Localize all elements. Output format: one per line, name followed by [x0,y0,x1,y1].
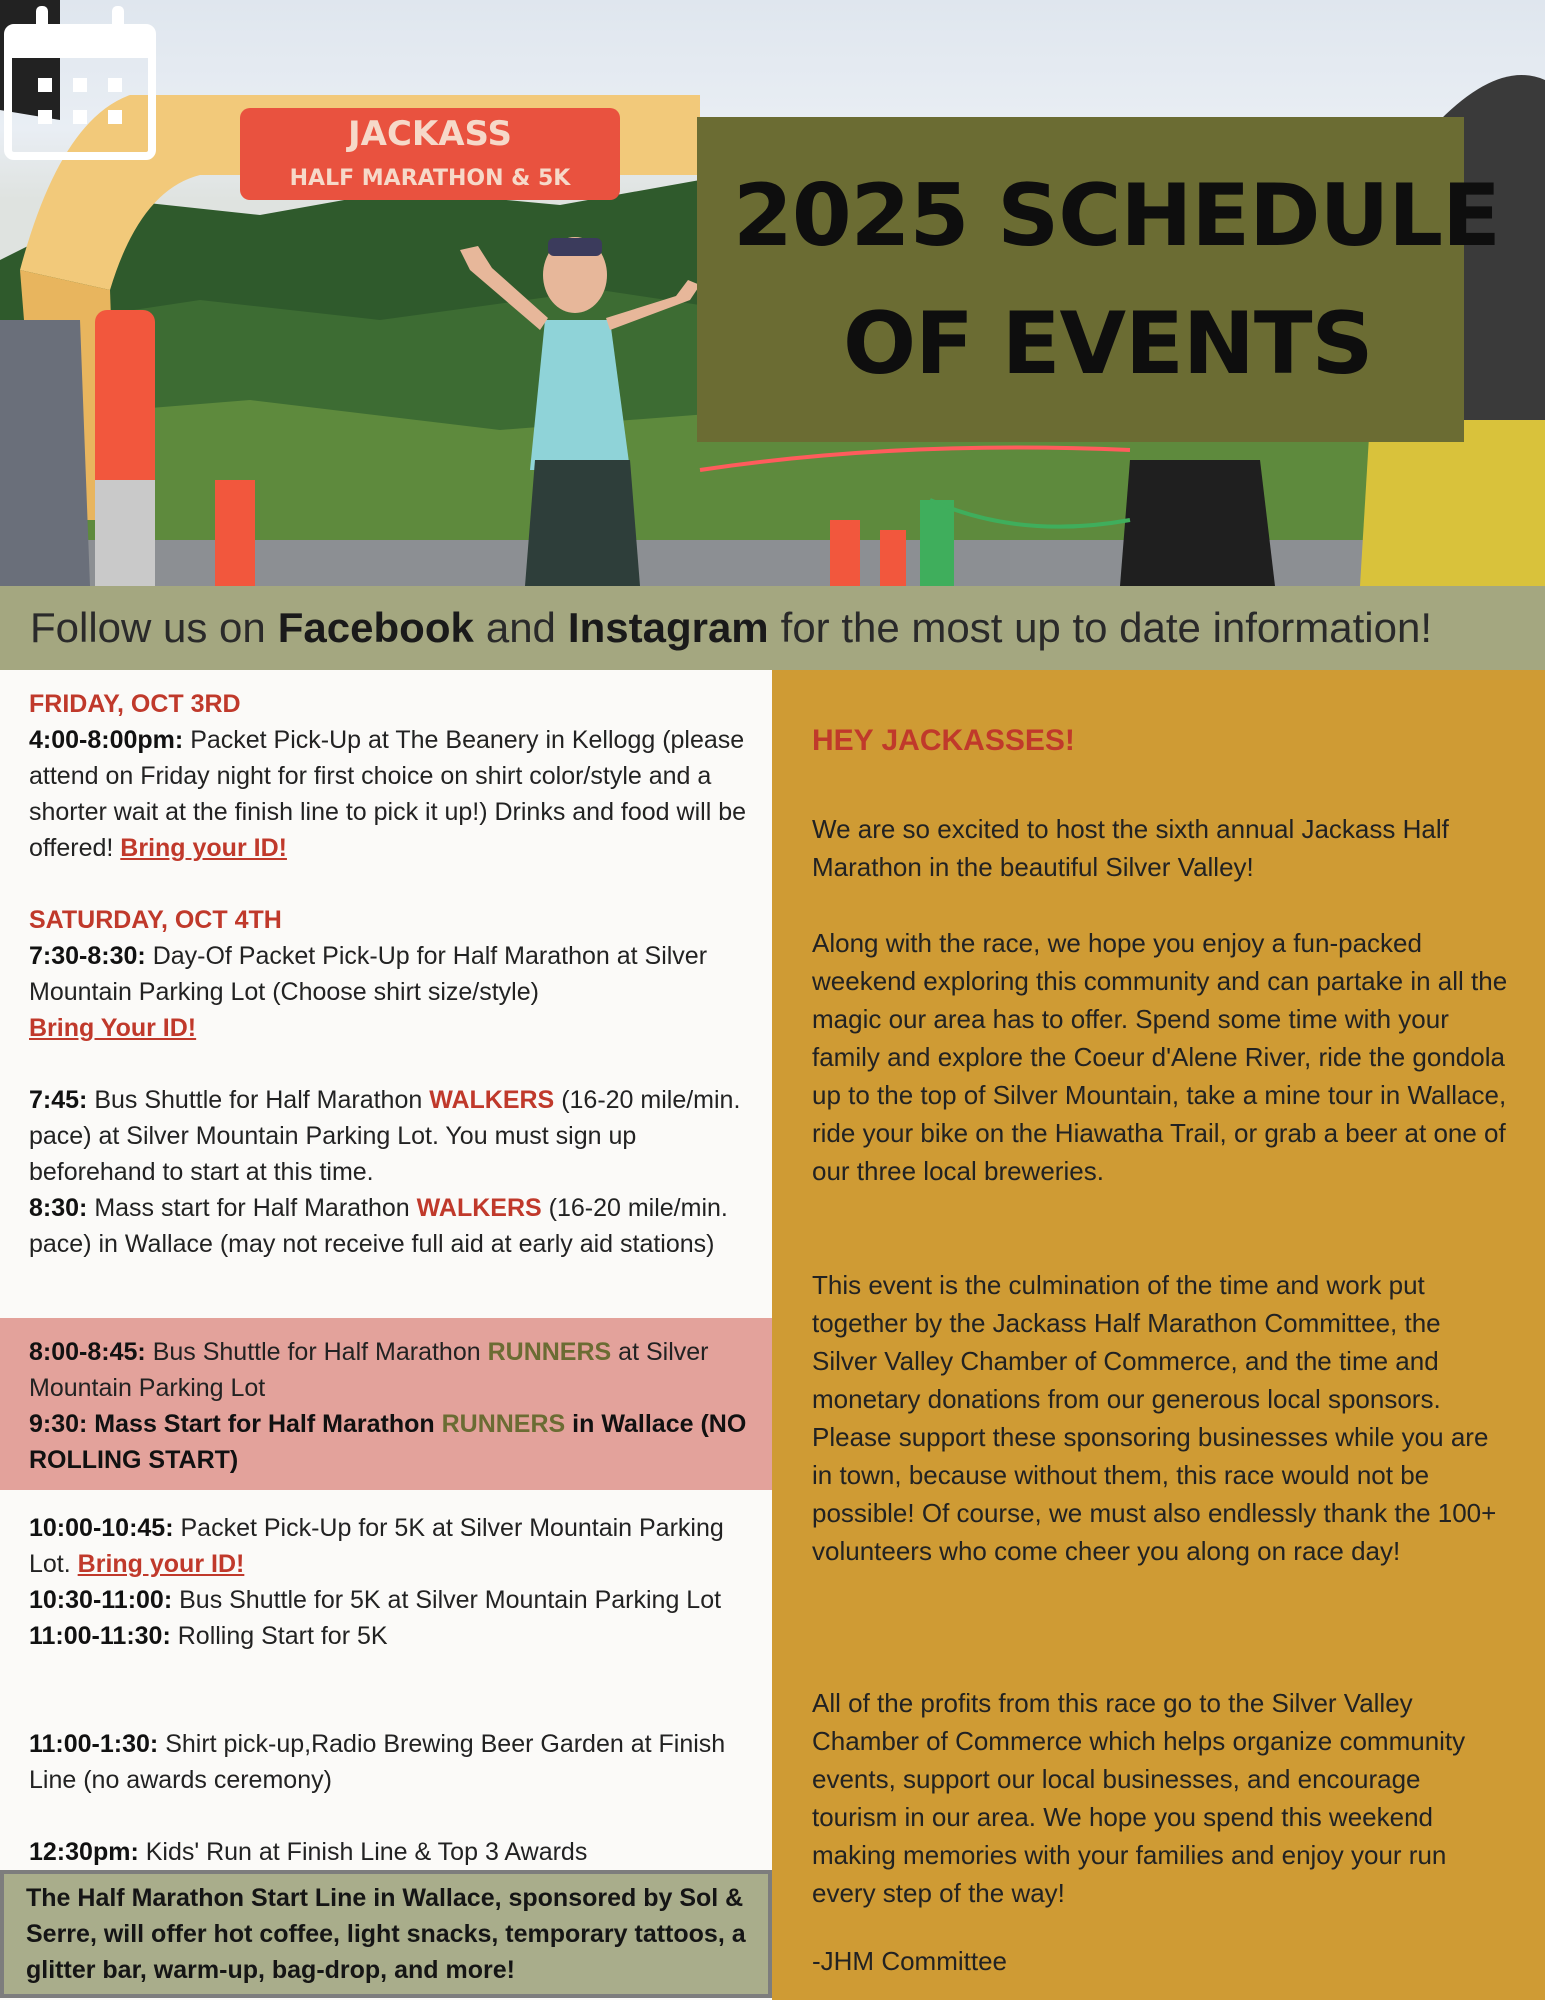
event-text: in Wallace (NO ROLLING START) [29,1410,747,1474]
event-time: 12:30pm: [29,1838,139,1866]
title-line-1: 2025 SCHEDULE [733,165,1500,266]
event-text: Mass start for Half Marathon [94,1194,410,1222]
friday-section [29,686,749,866]
letter-paragraph-1: We are so excited to host the sixth annual Jackass Half Marathon in the beautiful Silver Valley! [812,814,1449,882]
saturday-event-1 [29,938,749,1046]
event-text: Packet Pick-Up at The Beanery in Kellogg (please attend on Friday night for first choice on shirt color/style and a shorter wait at the finish line to pick it up!) Drinks and food will be offered! [29,726,747,862]
bring-id-link[interactable]: Bring your ID! [77,1550,245,1578]
event-time: 7:30-8:30: [29,942,146,970]
follow-text-2: and [485,604,556,651]
event-time: 10:00-10:45: [29,1514,174,1542]
bring-id-link[interactable]: Bring Your ID! [29,1014,197,1042]
friday-heading: FRIDAY, OCT 3RD [29,690,241,718]
walkers-label: WALKERS [416,1194,542,1222]
event-time: 8:30: [29,1194,88,1222]
letter-heading: HEY JACKASSES! [812,724,1075,757]
saturday-section [29,902,749,1046]
letter-signature: -JHM Committee [812,1946,1008,1976]
arch-title: JACKASS [347,114,513,154]
event-time: 8:00-8:45: [29,1338,146,1366]
event-text: Bus Shuttle for Half Marathon [94,1086,423,1114]
fivek-section [29,1510,749,1654]
letter-paragraph-3: This event is the culmination of the time and work put together by the Jackass Half Marathon Committee, the Silver Valley Chamber of Commerce, and the time and monetary donations from our generous local sponsors. Please support these sponsoring businesses while you are in town, because without them, this race would not be possible! Of course, we must also endlessly thank the 100+ volunteers who come cheer you along on race day! [812,1270,1497,1566]
event-text: Kids' Run at Finish Line & Top 3 Awards [145,1838,588,1866]
follow-text-1: Follow us on [30,604,266,651]
event-text: (16-20 mile/min. pace) in Wallace (may not receive full aid at early aid stations) [29,1194,728,1258]
follow-text-3: for the most up to date information! [780,604,1433,651]
saturday-event-10 [29,1834,749,1870]
event-text: (16-20 mile/min. pace) at Silver Mountain Parking Lot. You must sign up beforehand to start at this time. [29,1086,741,1186]
event-time: 11:00-11:30: [29,1622,171,1650]
hero-photo [0,0,1545,586]
start-line-note-text: The Half Marathon Start Line in Wallace, sponsored by Sol & Serre, will offer hot coffee, light snacks, temporary tattoos, a glitter bar, warm-up, bag-drop, and more! [26,1884,746,1984]
runners-label: RUNNERS [441,1410,566,1438]
arch-subtitle: HALF MARATHON & 5K [289,166,571,191]
calendar-icon [0,0,160,164]
saturday-event-9 [29,1726,749,1798]
runners-label: RUNNERS [487,1338,612,1366]
event-text: Shirt pick-up,Radio Brewing Beer Garden at Finish Line (no awards ceremony) [29,1730,726,1794]
event-text: at Silver Mountain Parking Lot [29,1338,709,1402]
letter-column [772,670,1545,2000]
bring-id-link[interactable]: Bring your ID! [120,834,287,862]
follow-banner [0,586,1545,670]
friday-event [29,722,749,866]
saturday-event-2 [29,1082,749,1262]
event-text: 9:30: Mass Start for Half Marathon [29,1410,435,1438]
facebook-link[interactable]: Facebook [277,604,474,651]
saturday-event-3 [29,1190,749,1262]
saturday-event-7 [29,1582,749,1618]
schedule-column [0,670,772,2000]
event-text: Bus Shuttle for Half Marathon [152,1338,481,1366]
event-text: Rolling Start for 5K [177,1622,388,1650]
event-time: 7:45: [29,1086,88,1114]
saturday-event-5 [29,1406,749,1478]
event-time: 11:00-1:30: [29,1730,159,1758]
event-text: Bus Shuttle for 5K at Silver Mountain Parking Lot [179,1586,722,1614]
event-time: 10:30-11:00: [29,1586,173,1614]
start-line-note [0,1870,772,1998]
walkers-label: WALKERS [429,1086,555,1114]
saturday-event-8 [29,1618,749,1654]
letter-paragraph-2: Along with the race, we hope you enjoy a fun-packed weekend exploring this community and can partake in all the magic our area has to offer. Spend some time with your family and explore the Coeur d'Alene River, ride the gondola up to the top of Silver Mountain, take a mine tour in Wallace, ride your bike on the Hiawatha Trail, or grab a beer at one of our three local breweries. [812,928,1508,1186]
title-line-2: OF EVENTS [843,293,1373,394]
runners-section [29,1334,749,1478]
event-text: Day-Of Packet Pick-Up for Half Marathon at Silver Mountain Parking Lot (Choose shirt size/style) [29,942,708,1006]
letter-paragraph-4: All of the profits from this race go to the Silver Valley Chamber of Commerce which helps organize community events, support our local businesses, and encourage tourism in our area. We hope you spend this weekend making memories with your families and enjoy your run every step of the way! [812,1688,1466,1908]
title-box [697,117,1500,442]
saturday-event-4 [29,1334,749,1406]
instagram-link[interactable]: Instagram [567,604,769,651]
saturday-heading: SATURDAY, OCT 4TH [29,906,282,934]
event-time: 4:00-8:00pm: [29,726,184,754]
saturday-event-6 [29,1510,749,1582]
event-text: Packet Pick-Up for 5K at Silver Mountain Parking Lot. [29,1514,724,1578]
